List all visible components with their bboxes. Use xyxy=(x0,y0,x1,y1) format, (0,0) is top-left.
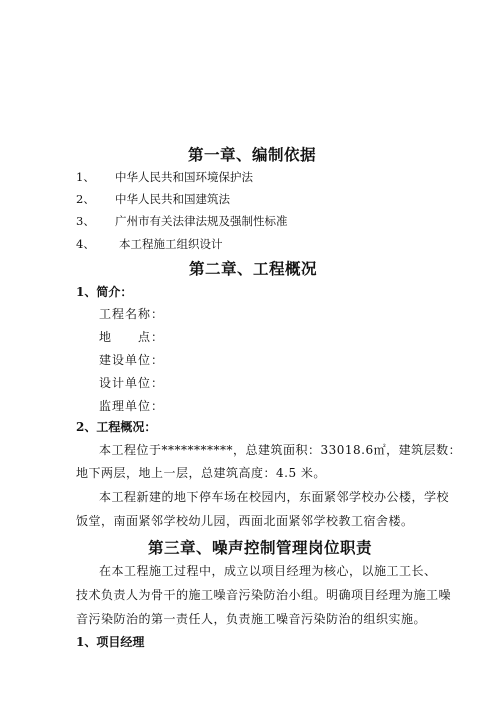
design-unit-label: 设计单位： xyxy=(99,376,165,390)
basis-item-text: 广州市有关法律法规及强制性标准 xyxy=(115,214,288,228)
chapter2-title: 第二章、工程概况 xyxy=(189,259,318,278)
basis-item-4 xyxy=(76,236,223,252)
basis-item-number: 3、 xyxy=(76,214,95,228)
basis-item-3 xyxy=(76,213,288,229)
overview-paragraph-1-line-1: 本工程位于***********，总建筑面积：33018.6㎡，建筑层数： xyxy=(99,443,462,457)
location-label: 地 点： xyxy=(99,330,165,344)
basis-item-text: 中华人民共和国建筑法 xyxy=(115,192,230,206)
overview-paragraph-1-line-2: 地下两层，地上一层，总建筑高度：4.5 米。 xyxy=(76,466,326,480)
duties-paragraph-line-3: 音污染防治的第一责任人，负责施工噪音污染防治的组织实施。 xyxy=(76,612,427,626)
duties-paragraph-line-1: 在本工程施工过程中，成立以项目经理为核心，以施工工长、 xyxy=(99,564,437,578)
basis-item-text: 本工程施工组织设计 xyxy=(119,237,223,251)
intro-heading: 1、简介： xyxy=(76,285,133,299)
chapter3-title: 第三章、噪声控制管理岗位职责 xyxy=(148,538,373,557)
basis-item-number: 1、 xyxy=(76,170,95,184)
basis-item-1 xyxy=(76,169,253,185)
duties-paragraph-line-2: 技术负责人为骨干的施工噪音污染防治小组。明确项目经理为施工噪 xyxy=(76,588,452,602)
basis-item-2 xyxy=(76,191,230,207)
basis-item-text: 中华人民共和国环境保护法 xyxy=(115,170,253,184)
overview-heading: 2、工程概况： xyxy=(76,420,157,434)
overview-paragraph-2-line-2: 饭堂，南面紧邻学校幼儿园，西面北面紧邻学校教工宿舍楼。 xyxy=(76,514,414,528)
basis-item-number: 2、 xyxy=(76,192,95,206)
overview-paragraph-2-line-1: 本工程新建的地下停车场在校园内，东面紧邻学校办公楼，学校 xyxy=(99,490,450,504)
project-name-label: 工程名称： xyxy=(99,307,165,321)
chapter1-title: 第一章、编制依据 xyxy=(188,145,317,164)
project-manager-heading: 1、项目经理 xyxy=(76,635,145,649)
construction-unit-label: 建设单位： xyxy=(99,353,165,367)
basis-item-number: 4、 xyxy=(76,237,95,251)
supervision-unit-label: 监理单位： xyxy=(99,399,165,413)
